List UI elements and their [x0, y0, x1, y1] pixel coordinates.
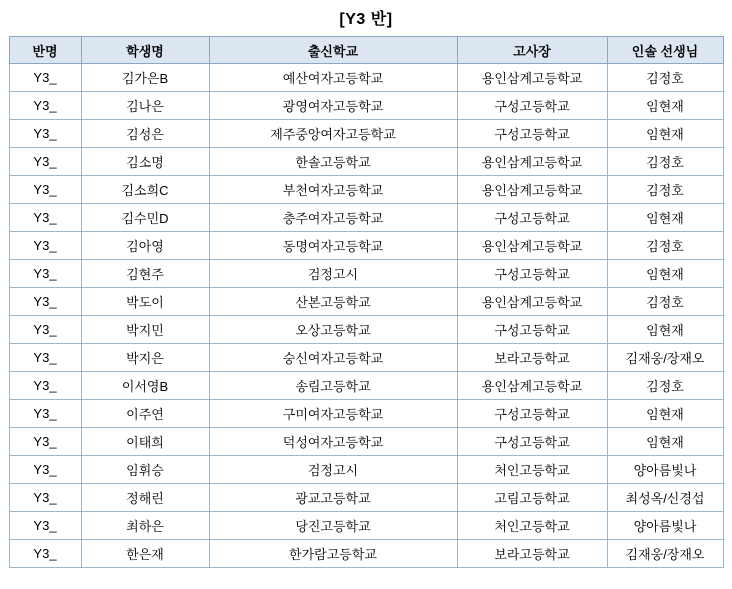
cell-origin-school: 구미여자고등학교 — [209, 400, 457, 428]
table-row — [9, 148, 723, 176]
cell-origin-school: 숭신여자고등학교 — [209, 344, 457, 372]
cell-student-name: 박지민 — [81, 316, 209, 344]
cell-origin-school: 충주여자고등학교 — [209, 204, 457, 232]
cell-supervising-teacher: 임현재 — [607, 120, 723, 148]
cell-student-name: 이서영B — [81, 372, 209, 400]
table-row — [9, 120, 723, 148]
cell-class: Y3_ — [9, 120, 81, 148]
cell-exam-site: 보라고등학교 — [457, 344, 607, 372]
cell-student-name: 김현주 — [81, 260, 209, 288]
cell-supervising-teacher: 임현재 — [607, 428, 723, 456]
cell-class: Y3_ — [9, 512, 81, 540]
table-row — [9, 260, 723, 288]
cell-student-name: 김가은B — [81, 64, 209, 92]
cell-class: Y3_ — [9, 344, 81, 372]
cell-origin-school: 광교고등학교 — [209, 484, 457, 512]
cell-origin-school: 검정고시 — [209, 456, 457, 484]
cell-exam-site: 용인삼계고등학교 — [457, 64, 607, 92]
cell-exam-site: 구성고등학교 — [457, 428, 607, 456]
cell-class: Y3_ — [9, 372, 81, 400]
column-header-supervising-teacher: 인솔 선생님 — [607, 37, 723, 64]
cell-class: Y3_ — [9, 260, 81, 288]
cell-supervising-teacher: 임현재 — [607, 400, 723, 428]
cell-class: Y3_ — [9, 204, 81, 232]
cell-exam-site: 처인고등학교 — [457, 512, 607, 540]
table-row — [9, 372, 723, 400]
table-row — [9, 428, 723, 456]
cell-exam-site: 구성고등학교 — [457, 400, 607, 428]
cell-student-name: 김소희C — [81, 176, 209, 204]
cell-origin-school: 오상고등학교 — [209, 316, 457, 344]
column-header-origin-school: 출신학교 — [209, 37, 457, 64]
table-row — [9, 64, 723, 92]
cell-supervising-teacher: 김정호 — [607, 372, 723, 400]
table-row — [9, 288, 723, 316]
cell-supervising-teacher: 양아름빛나 — [607, 512, 723, 540]
cell-supervising-teacher: 김정호 — [607, 148, 723, 176]
table-row — [9, 456, 723, 484]
cell-class: Y3_ — [9, 456, 81, 484]
cell-student-name: 이태희 — [81, 428, 209, 456]
cell-origin-school: 예산여자고등학교 — [209, 64, 457, 92]
table-row — [9, 92, 723, 120]
table-row — [9, 512, 723, 540]
cell-student-name: 임휘승 — [81, 456, 209, 484]
cell-origin-school: 광영여자고등학교 — [209, 92, 457, 120]
cell-supervising-teacher: 김정호 — [607, 64, 723, 92]
cell-exam-site: 용인삼계고등학교 — [457, 372, 607, 400]
column-header-student-name: 학생명 — [81, 37, 209, 64]
cell-origin-school: 산본고등학교 — [209, 288, 457, 316]
cell-student-name: 한은재 — [81, 540, 209, 568]
table-row — [9, 540, 723, 568]
cell-supervising-teacher: 임현재 — [607, 92, 723, 120]
cell-exam-site: 구성고등학교 — [457, 204, 607, 232]
cell-exam-site: 보라고등학교 — [457, 540, 607, 568]
student-roster-table — [9, 36, 724, 568]
table-header — [9, 37, 723, 64]
table-row — [9, 400, 723, 428]
table-row — [9, 232, 723, 260]
cell-class: Y3_ — [9, 540, 81, 568]
cell-supervising-teacher: 김정호 — [607, 176, 723, 204]
cell-class: Y3_ — [9, 316, 81, 344]
cell-origin-school: 송림고등학교 — [209, 372, 457, 400]
cell-exam-site: 처인고등학교 — [457, 456, 607, 484]
cell-class: Y3_ — [9, 64, 81, 92]
column-header-exam-site: 고사장 — [457, 37, 607, 64]
cell-origin-school: 덕성여자고등학교 — [209, 428, 457, 456]
page-title: [Y3 반] — [339, 11, 393, 28]
table-row — [9, 204, 723, 232]
cell-student-name: 최하은 — [81, 512, 209, 540]
cell-supervising-teacher: 임현재 — [607, 204, 723, 232]
cell-origin-school: 검정고시 — [209, 260, 457, 288]
cell-student-name: 박도이 — [81, 288, 209, 316]
cell-supervising-teacher: 양아름빛나 — [607, 456, 723, 484]
cell-student-name: 정해린 — [81, 484, 209, 512]
cell-class: Y3_ — [9, 148, 81, 176]
cell-origin-school: 한가람고등학교 — [209, 540, 457, 568]
cell-exam-site: 구성고등학교 — [457, 92, 607, 120]
cell-exam-site: 용인삼계고등학교 — [457, 148, 607, 176]
table-row — [9, 176, 723, 204]
cell-student-name: 김나은 — [81, 92, 209, 120]
cell-class: Y3_ — [9, 400, 81, 428]
cell-origin-school: 부천여자고등학교 — [209, 176, 457, 204]
table-row — [9, 316, 723, 344]
cell-student-name: 김성은 — [81, 120, 209, 148]
cell-exam-site: 구성고등학교 — [457, 260, 607, 288]
table-row — [9, 344, 723, 372]
cell-student-name: 김소명 — [81, 148, 209, 176]
cell-origin-school: 당진고등학교 — [209, 512, 457, 540]
cell-class: Y3_ — [9, 428, 81, 456]
cell-class: Y3_ — [9, 288, 81, 316]
table-body — [9, 64, 723, 568]
cell-origin-school: 한솔고등학교 — [209, 148, 457, 176]
cell-supervising-teacher: 임현재 — [607, 316, 723, 344]
column-header-class: 반명 — [9, 37, 81, 64]
cell-exam-site: 용인삼계고등학교 — [457, 232, 607, 260]
cell-student-name: 박지은 — [81, 344, 209, 372]
cell-supervising-teacher: 김재웅/장재오 — [607, 540, 723, 568]
cell-supervising-teacher: 김재웅/장재오 — [607, 344, 723, 372]
cell-class: Y3_ — [9, 176, 81, 204]
cell-exam-site: 구성고등학교 — [457, 316, 607, 344]
table-header-row — [9, 37, 723, 64]
cell-supervising-teacher: 최성옥/신경섭 — [607, 484, 723, 512]
table-row — [9, 484, 723, 512]
cell-supervising-teacher: 김정호 — [607, 232, 723, 260]
cell-class: Y3_ — [9, 232, 81, 260]
cell-exam-site: 용인삼계고등학교 — [457, 288, 607, 316]
cell-student-name: 이주연 — [81, 400, 209, 428]
cell-supervising-teacher: 임현재 — [607, 260, 723, 288]
cell-class: Y3_ — [9, 484, 81, 512]
cell-class: Y3_ — [9, 92, 81, 120]
cell-student-name: 김수민D — [81, 204, 209, 232]
cell-exam-site: 구성고등학교 — [457, 120, 607, 148]
cell-origin-school: 동명여자고등학교 — [209, 232, 457, 260]
cell-supervising-teacher: 김정호 — [607, 288, 723, 316]
cell-exam-site: 고림고등학교 — [457, 484, 607, 512]
cell-student-name: 김아영 — [81, 232, 209, 260]
cell-exam-site: 용인삼계고등학교 — [457, 176, 607, 204]
cell-origin-school: 제주중앙여자고등학교 — [209, 120, 457, 148]
